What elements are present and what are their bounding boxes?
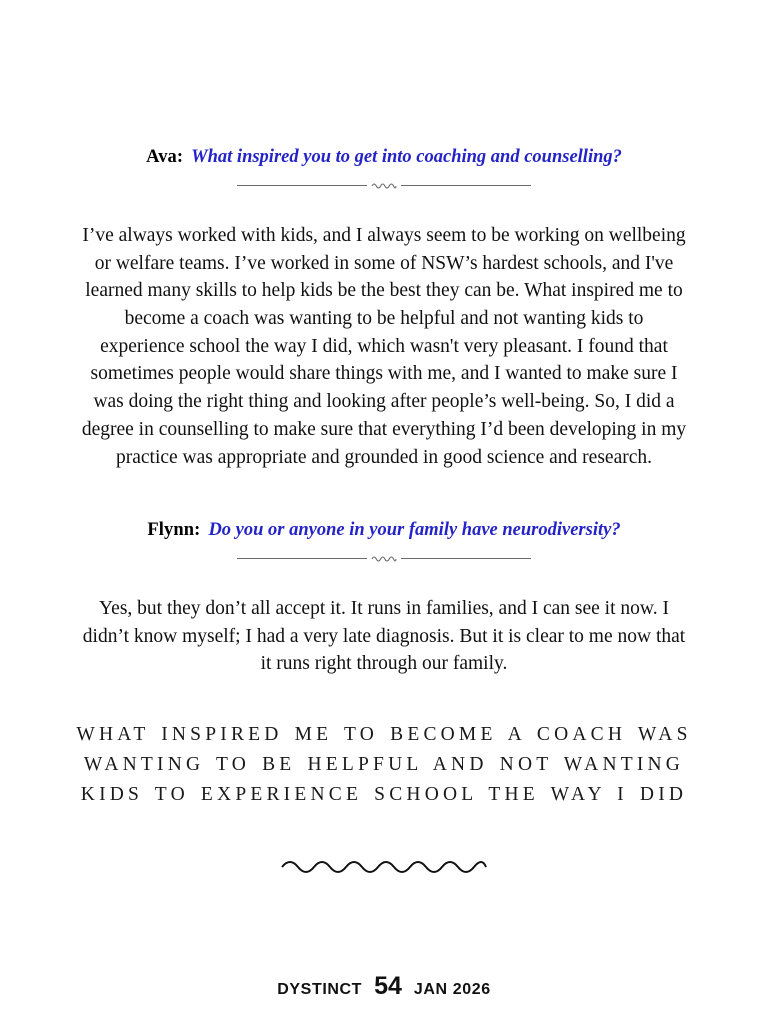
divider-rule-left-2 [237,558,367,559]
question-text-2: Do you or anyone in your family have neurodiversity? [208,520,621,540]
qa-block-1 [80,146,688,190]
footer-issue-date: JAN 2026 [413,981,491,998]
divider-rule-right-2 [401,558,531,559]
divider-2 [80,553,688,563]
question-text-1: What inspired you to get into coaching and counselling? [191,147,622,167]
question-line-1 [80,146,688,168]
footer-page-number: 54 [374,972,402,1000]
squiggle-icon [371,553,397,563]
divider-rule-left-1 [237,185,367,186]
question-line-2 [80,519,688,541]
answer-text-2: Yes, but they don’t all accept it. It runs in families, and I can see it now. I didn’t know myself; I had a very late diagnosis. But it is clear to me now that it runs right through our family. [82,598,686,675]
footer-brand: DYSTINCT [277,981,363,998]
pull-quote: WHAT INSPIRED ME TO BECOME A COACH WAS WANTING TO BE HELPFUL AND NOT WANTING KIDS TO EXPERIENCE SCHOOL THE WAY I DID [76,724,692,806]
squiggle-icon [371,180,397,190]
qa-block-2 [80,519,688,563]
speaker-name-2: Flynn: [147,520,201,540]
answer-text-1: I’ve always worked with kids, and I always seem to be working on wellbeing or welfare teams. I’ve worked in some of NSW’s hardest schools, and I've learned many skills to help kids be the best they can be. What inspired me to become a coach was wanting to be helpful and not wanting kids to experience school the way I did, which wasn't very pleasant. I found that sometimes people would share things with me, and I wanted to make sure I was doing the right thing and looking after people’s well-being. So, I did a degree in counselling to make sure that everything I’d been developing in my practice was appropriate and grounded in good science and research. [81,225,687,468]
pull-quote-squiggle-icon [0,855,768,882]
speaker-name-1: Ava: [146,147,184,167]
divider-rule-right-1 [401,185,531,186]
divider-1 [80,180,688,190]
page-footer [0,972,768,1001]
